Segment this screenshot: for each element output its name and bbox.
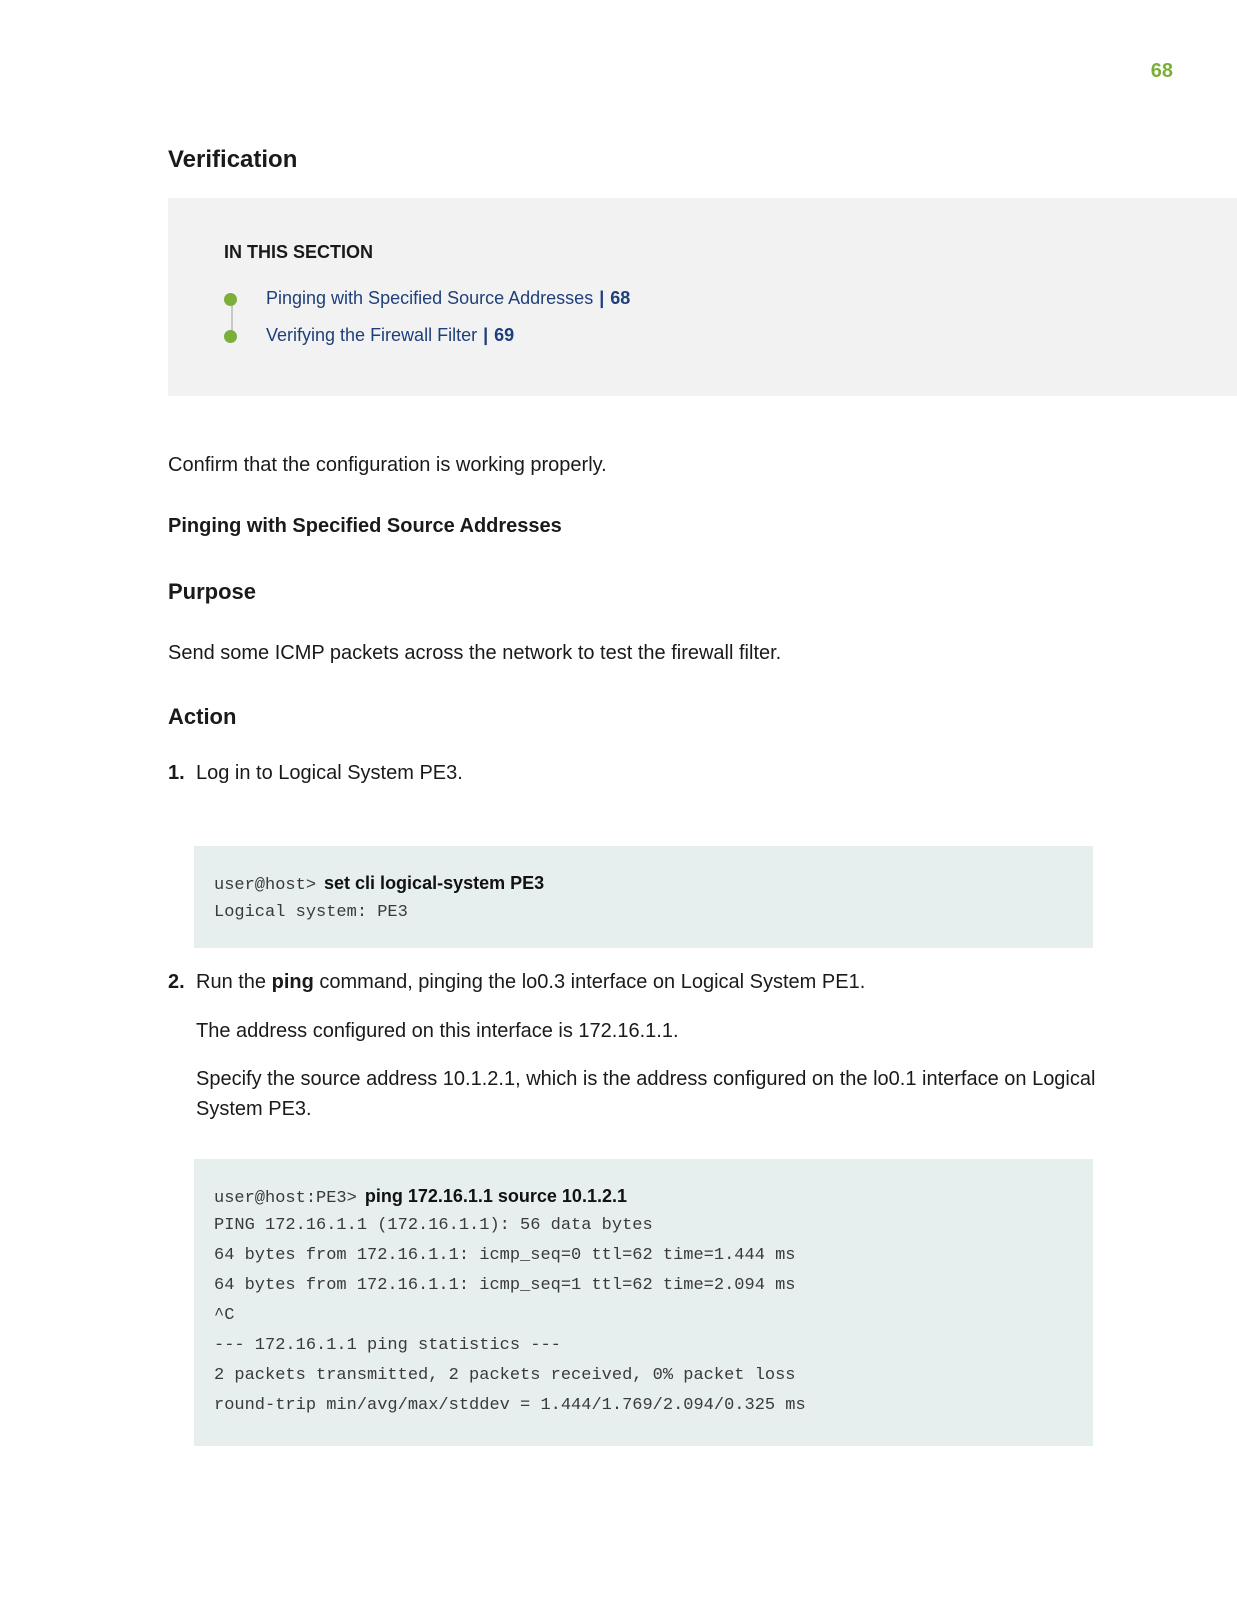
step-text: Log in to Logical System PE3. (196, 762, 463, 784)
code-command-line (214, 868, 1073, 898)
code-output-line: Logical system: PE3 (214, 903, 408, 922)
action-heading: Action (168, 704, 237, 729)
subsection-title: Pinging with Specified Source Addresses (168, 515, 562, 537)
toc-link-label[interactable]: Pinging with Specified Source Addresses (266, 288, 594, 308)
cli-command: ping 172.16.1.1 source 10.1.2.1 (364, 1186, 627, 1206)
code-output-line: 64 bytes from 172.16.1.1: icmp_seq=1 ttl=62 time=2.094 ms (214, 1276, 796, 1295)
step-text-part: Run the (196, 971, 272, 993)
code-block (194, 846, 1093, 948)
step-text-bold: ping (271, 971, 314, 993)
step-number: 2. (168, 971, 185, 993)
toc-page-number[interactable]: 68 (610, 288, 631, 308)
section-title: Verification (168, 146, 298, 173)
cli-command: set cli logical-system PE3 (324, 873, 545, 893)
cli-prompt: user@host> (214, 876, 317, 895)
page-number: 68 (1150, 60, 1173, 82)
code-block (194, 1159, 1093, 1446)
code-output-line: --- 172.16.1.1 ping statistics --- (214, 1336, 561, 1355)
code-output-line: 2 packets transmitted, 2 packets received, 0% packet loss (214, 1366, 796, 1385)
toc-separator: | (483, 325, 489, 345)
code-output-line: round-trip min/avg/max/stddev = 1.444/1.769/2.094/0.325 ms (214, 1396, 806, 1415)
toc-link-label[interactable]: Verifying the Firewall Filter (266, 325, 478, 345)
purpose-paragraph: Send some ICMP packets across the network to test the firewall filter. (168, 642, 782, 664)
toc-page-number[interactable]: 69 (494, 325, 515, 345)
in-this-section-box (168, 198, 1237, 396)
purpose-heading: Purpose (168, 579, 257, 604)
step-text-part: command, pinging the lo0.3 interface on Logical System PE1. (313, 971, 866, 993)
code-command-line (214, 1181, 1073, 1211)
code-output-line: ^C (214, 1306, 235, 1325)
intro-paragraph: Confirm that the configuration is working properly. (168, 454, 607, 476)
toc-heading: IN THIS SECTION (224, 242, 374, 262)
step-note: Specify the source address 10.1.2.1, which is the address configured on the lo0.1 interface on Logical System PE3. (196, 1068, 1096, 1120)
code-output-line: PING 172.16.1.1 (172.16.1.1): 56 data bytes (214, 1216, 653, 1235)
bullet-icon (224, 330, 237, 343)
code-output-line: 64 bytes from 172.16.1.1: icmp_seq=0 ttl=62 time=1.444 ms (214, 1246, 796, 1265)
step-text (196, 967, 1096, 997)
step-note: The address configured on this interface is 172.16.1.1. (196, 1020, 679, 1042)
cli-prompt: user@host:PE3> (214, 1189, 357, 1208)
toc-separator: | (599, 288, 605, 308)
bullet-icon (224, 293, 237, 306)
step-number: 1. (168, 762, 185, 784)
